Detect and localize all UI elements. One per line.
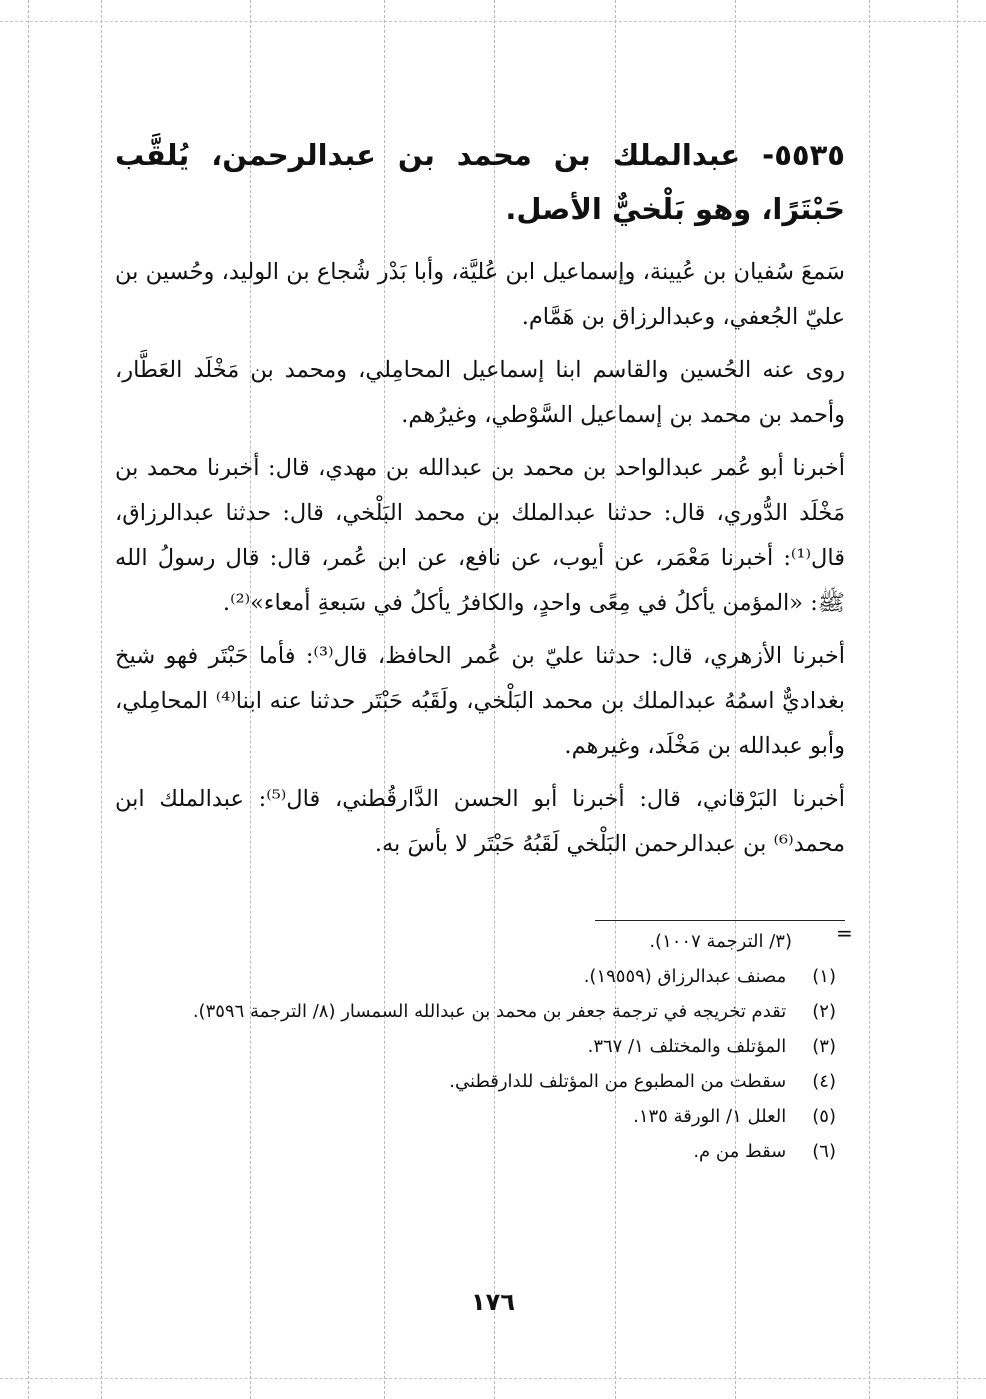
scan-guide-line: [0, 1378, 986, 1379]
footnote-item: [150, 1099, 836, 1134]
paragraph-students: روى عنه الحُسين والقاسم ابنا إسماعيل المحامِلي، ومحمد بن مَخْلَد العَطَّار، وأحمد بن محمد بن إسماعيل السَّوْطي، وغيرُهم.: [115, 357, 845, 428]
footnote-continuation-text: (٣/ الترجمة ١٠٠٧).: [649, 931, 792, 952]
footnotes: [150, 924, 836, 1169]
footnote-number: (١): [812, 966, 836, 987]
paragraph-barqani: أخبرنا البَرْقاني، قال: أخبرنا أبو الحسن الدَّارقُطني، قال⁽⁵⁾: عبدالملك ابن محمد⁽⁶⁾ بن عبدالرحمن البَلْخي لَقَبُهُ حَبْتَر لا بأسَ به.: [115, 786, 845, 857]
paragraph-teachers: سَمعَ سُفيان بن عُيينة، وإسماعيل ابن عُليَّة، وأبا بَدْر شُجاع بن الوليد، وحُسين بن عليّ الجُعفي، وعبدالرزاق بن هَمَّام.: [115, 259, 845, 330]
footnote-item: [150, 1134, 836, 1169]
paragraph-hadith: أخبرنا أبو عُمر عبدالواحد بن محمد بن عبدالله بن مهدي، قال: أخبرنا محمد بن مَخْلَد الدُّوري، قال: حدثنا عبدالملك بن محمد البَلْخي، قال: حدثنا عبدالرزاق، قال⁽¹⁾: أخبرنا مَعْمَر، عن أيوب، عن نافع، عن ابن عُمر، قال: قال رسولُ الله ﷺ: «المؤمن يأكلُ في مِعًى واحدٍ، والكافرُ يأكلُ في سَبعةِ أمعاء»⁽²⁾.: [115, 455, 845, 616]
main-text: [115, 128, 845, 875]
footnote-text: المؤتلف والمختلف ١/ ٣٦٧.: [587, 1036, 787, 1057]
footnote-text: العلل ١/ الورقة ١٣٥.: [633, 1106, 787, 1127]
footnote-text: تقدم تخريجه في ترجمة جعفر بن محمد بن عبدالله السمسار (٨/ الترجمة ٣٥٩٦).: [192, 1001, 787, 1022]
footnote-item: [150, 1064, 836, 1099]
scan-guide-line: [869, 0, 870, 1399]
footnote-item: [150, 959, 836, 994]
footnote-item: [150, 994, 836, 1029]
scan-guide-line: [0, 21, 986, 22]
footnote-number: (٤): [812, 1071, 836, 1092]
footnote-separator: [595, 920, 845, 921]
footnote-continuation-marker: =: [836, 921, 853, 945]
page-number: ١٧٦: [471, 1288, 515, 1316]
footnote-continuation: [150, 924, 836, 959]
entry-heading: ٥٥٣٥- عبدالملك بن محمد بن عبدالرحمن، يُلقَّب حَبْتَرًا، وهو بَلْخيٌّ الأصل.: [115, 138, 845, 226]
scan-guide-line: [101, 0, 102, 1399]
footnote-item: [150, 1029, 836, 1064]
scan-guide-line: [28, 0, 29, 1399]
footnote-number: (٣): [812, 1036, 836, 1057]
footnote-number: (٦): [812, 1141, 836, 1162]
footnote-number: (٢): [812, 1001, 836, 1022]
footnote-text: مصنف عبدالرزاق (١٩٥٥٩).: [583, 966, 787, 987]
footnote-text: سقط من م.: [693, 1141, 787, 1162]
footnote-text: سقطت من المطبوع من المؤتلف للدارقطني.: [449, 1071, 787, 1092]
paragraph-azhari: أخبرنا الأزهري، قال: حدثنا عليّ بن عُمر الحافظ، قال⁽³⁾: فأما حَبْتَر فهو شيخ بغداديٌّ اسمُهُ عبدالملك بن محمد البَلْخي، ولَقَبُه حَبْتَر حدثنا عنه ابنا⁽⁴⁾ المحامِلي، وأبو عبدالله بن مَخْلَد، وغيرهم.: [115, 643, 845, 759]
scan-guide-line: [957, 0, 958, 1399]
footnote-number: (٥): [812, 1106, 836, 1127]
